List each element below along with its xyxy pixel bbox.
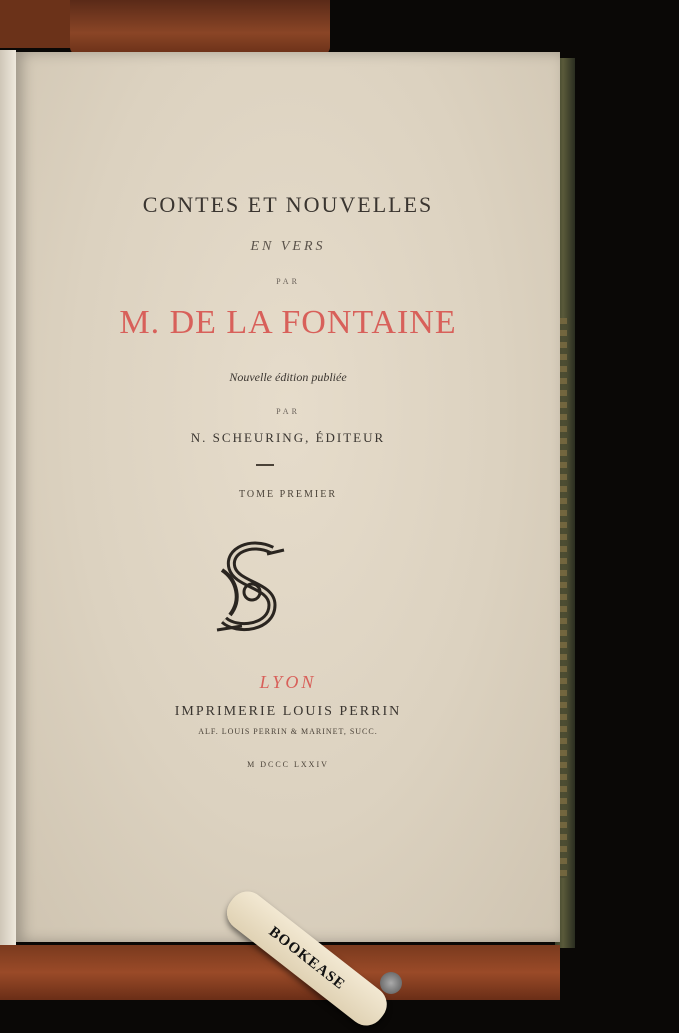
- monogram-icon: [212, 540, 292, 640]
- printer-name: IMPRIMERIE LOUIS PERRIN: [174, 704, 402, 719]
- book-subtitle: EN VERS: [250, 239, 326, 254]
- divider: [256, 464, 274, 466]
- editor-name: N. SCHEURING, ÉDITEUR: [190, 430, 386, 445]
- book-title: CONTES ET NOUVELLES: [142, 192, 434, 217]
- par-label: PAR: [276, 277, 300, 286]
- facing-page-edge: [0, 50, 16, 950]
- par-label-2: PAR: [276, 407, 300, 416]
- stand-arm-left: [0, 0, 80, 48]
- edition-note: Nouvelle édition publiée: [229, 370, 347, 384]
- screw-icon: [380, 972, 402, 994]
- publication-date: M DCCC LXXIV: [247, 760, 329, 769]
- title-page: [16, 52, 560, 942]
- printer-successors: ALF. LOUIS PERRIN & MARINET, SUCC.: [198, 727, 378, 736]
- gilt-edge: [559, 318, 567, 878]
- stand-arm-top: [70, 0, 330, 55]
- city: LYON: [259, 672, 317, 692]
- author-name: M. DE LA FONTAINE: [119, 304, 457, 341]
- bookmark-label: BOOKEASE: [265, 923, 349, 993]
- volume-label: TOME PREMIER: [239, 489, 337, 500]
